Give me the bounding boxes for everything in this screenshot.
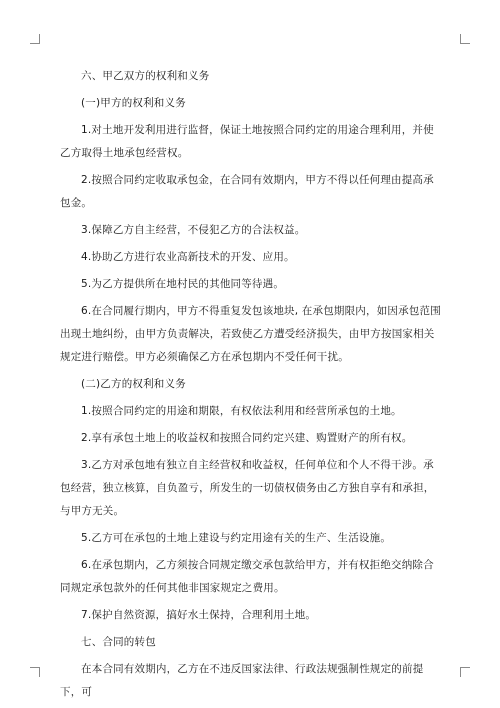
party-a-clause-5: 5.为乙方提供所在地村民的其他同等待遇。: [81, 278, 285, 290]
page-corner-mark-top-left: [30, 34, 40, 44]
page-corner-mark-top-right: [460, 34, 470, 44]
page-corner-mark-bottom-left: [30, 667, 40, 677]
party-a-clause-2: 2.按照合同约定收取承包金，在合同有效期内，甲方不得以任何理由提高承包金。: [60, 174, 434, 209]
subcontracting-clause-intro: 在本合同有效期内，乙方在不违反国家法律、行政法规强制性规定的前提下，可: [60, 663, 424, 698]
subsection-heading-party-b: (二)乙方的权利和义务: [81, 378, 186, 390]
section-heading-rights-obligations: 六、甲乙双方的权利和义务: [81, 70, 210, 82]
party-a-clause-1: 1.对土地开发利用进行监督，保证土地按照合同约定的用途合理利用，并使乙方取得土地承包经营权。: [60, 124, 434, 159]
party-a-clause-6: 6.在合同履行期内，甲方不得重复发包该地块, 在承包期限内，如因承包范围出现土地纠纷，由甲方负责解决，若致使乙方遭受经济损失，由甲方按国家相关规定进行赔偿。甲方必须确保乙方在承包期内不受任何干扰。: [60, 305, 441, 363]
party-b-clause-7: 7.保护自然资源，搞好水土保持，合理利用土地。: [81, 609, 317, 621]
document-body: [60, 65, 442, 708]
party-a-clause-3: 3.保障乙方自主经营，不侵犯乙方的合法权益。: [81, 224, 306, 236]
party-b-clause-1: 1.按照合同约定的用途和期限，有权依法利用和经营所承包的土地。: [81, 405, 402, 417]
subsection-heading-party-a: (一)甲方的权利和义务: [81, 97, 186, 109]
party-b-clause-6: 6.在承包期内，乙方须按合同规定缴交承包款给甲方，并有权拒绝交纳除合同规定承包款外的任何其他非国家规定之费用。: [60, 559, 434, 594]
party-a-clause-4: 4.协助乙方进行农业高新技术的开发、应用。: [81, 251, 295, 263]
party-b-clause-2: 2.享有承包土地上的收益权和按照合同约定兴建、购置财产的所有权。: [81, 432, 413, 444]
party-b-clause-3: 3.乙方对承包地有独立自主经营权和收益权，任何单位和个人不得干涉。承包经营，独立核算，自负盈亏，所发生的一切债权债务由乙方独自享有和承担，与甲方无关。: [60, 459, 435, 517]
page-corner-mark-bottom-right: [460, 667, 470, 677]
section-heading-subcontracting: 七、合同的转包: [81, 636, 156, 648]
party-b-clause-5: 5.乙方可在承包的土地上建设与约定用途有关的生产、生活设施。: [81, 532, 392, 544]
